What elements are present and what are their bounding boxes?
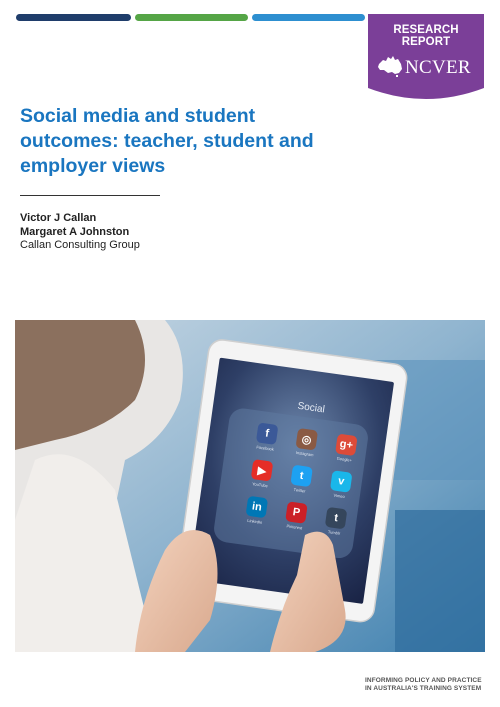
blue-accent-bar (252, 14, 365, 21)
vimeo-icon: v (330, 470, 353, 493)
navy-accent-bar (16, 14, 131, 21)
app-label: Google+ (336, 455, 353, 463)
badge-label: RESEARCH REPORT (393, 24, 459, 48)
tablet-screen-overlay (235, 394, 372, 537)
app-tile[interactable] (292, 428, 322, 458)
footer-tagline (365, 677, 482, 693)
pinterest-icon: P (285, 501, 308, 524)
app-label: YouTube (251, 481, 269, 489)
footer-line: INFORMING POLICY AND PRACTICE (365, 677, 482, 684)
title-divider (20, 195, 160, 196)
app-tile[interactable] (326, 470, 356, 500)
app-label: Instagram (295, 449, 314, 458)
australia-map-icon (376, 54, 404, 78)
footer-line: IN AUSTRALIA'S TRAINING SYSTEM (365, 685, 482, 692)
author-block (20, 212, 140, 253)
app-label: Tumblr (327, 529, 341, 536)
app-tile[interactable] (281, 501, 311, 531)
report-title: Social media and student outcomes: teacher, student and employer views (20, 105, 314, 177)
author-name: Margaret A Johnston (20, 225, 130, 238)
author-name: Victor J Callan (20, 212, 97, 224)
green-accent-bar (135, 14, 248, 21)
app-label: LinkedIn (246, 517, 263, 525)
twitter-icon: t (290, 465, 313, 488)
google-plus-icon: g+ (335, 434, 358, 457)
app-tile[interactable] (252, 422, 282, 452)
app-tile[interactable] (242, 495, 272, 525)
linkedin-icon: in (246, 496, 269, 519)
organisation-name: Callan Consulting Group (20, 239, 140, 251)
app-label: Pinterest (286, 523, 303, 531)
instagram-icon: ◎ (295, 428, 318, 451)
youtube-icon: ▶ (251, 459, 274, 482)
app-tile[interactable] (286, 464, 316, 494)
app-tile[interactable] (321, 506, 351, 536)
app-label: Facebook (256, 444, 275, 452)
app-tile[interactable] (247, 459, 277, 489)
app-tile[interactable] (331, 433, 361, 463)
app-label: Twitter (293, 486, 306, 494)
ncver-badge (368, 14, 484, 104)
screen-folder-title: Social (296, 400, 326, 416)
tumblr-icon: t (325, 507, 348, 530)
app-label: Vimeo (333, 492, 346, 500)
facebook-icon: f (256, 422, 279, 445)
app-folder-grid (235, 421, 368, 538)
ncver-logo-text: NCVER (405, 57, 471, 78)
cover-photo (15, 320, 485, 652)
